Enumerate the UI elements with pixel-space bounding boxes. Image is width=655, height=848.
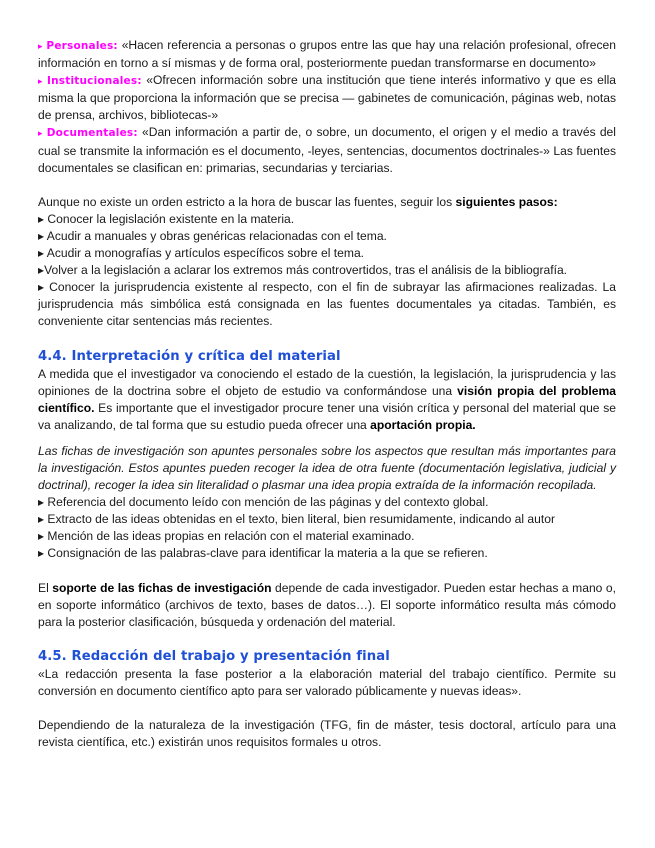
bullet-icon: ▸	[38, 41, 43, 51]
bold-run: aportación propia.	[370, 417, 476, 432]
list-item: ▸ Referencia del documento leído con mención de las páginas y del contexto global.	[38, 495, 489, 510]
section44-paragraph-2	[38, 580, 616, 631]
list-item: ▸ Conocer la legislación existente en la materia.	[38, 211, 295, 226]
bold-run: soporte de las fichas de investigación	[52, 580, 272, 595]
section-heading-4-5: 4.5. Redacción del trabajo y presentación final	[38, 648, 390, 664]
fichas-italic-paragraph: Las fichas de investigación son apuntes personales sobre los aspectos que resultan más importantes para la investigación. Estos apuntes pueden recoger la idea de otra fuente (documentación legislativa, judicial y doctrinal), recoger la idea sin literalidad o plasmar una idea propia extraída de la información recopilada.	[38, 443, 616, 493]
source-documentales	[38, 124, 616, 176]
pasos-intro-text: Aunque no existe un orden estricto a la hora de buscar las fuentes, seguir los	[38, 194, 453, 209]
document-page	[38, 37, 616, 751]
bullet-icon: ▸	[38, 76, 43, 87]
list-item: ▸ Acudir a manuales y obras genéricas relacionadas con el tema.	[38, 228, 387, 243]
list-item: ▸ Acudir a monografías y artículos específicos sobre el tema.	[38, 246, 365, 261]
text-personales: «Hacen referencia a personas o grupos entre las que hay una relación profesional, ofrecen información en torno a sí mismas y de forma oral, posteriormente puedan transformarse en documento»	[38, 38, 616, 71]
source-institucionales	[38, 72, 616, 124]
text-documentales: «Dan información a partir de, o sobre, un documento, el origen y el medio a través del cual se transmite la información es el documento, -leyes, sentencias, documentos doctrinales-» Las fuentes documentales se clasifican en: primarias, secundarias y terciarias.	[38, 125, 616, 175]
text-run: A medida que el investigador va conociendo el estado de la cuestión, la legislación, la jurisprudencia y las opiniones de la doctrina sobre el objeto de estudio va conformándose una	[38, 366, 616, 398]
term-documentales: Documentales:	[46, 127, 138, 140]
list-item: ▸ Mención de las ideas propias en relación con el material examinado.	[38, 529, 415, 544]
section45-paragraph-1: «La redacción presenta la fase posterior a la elaboración material del trabajo científico. Permite su conversión en documento científico apto para ser valorado públicamente y nuevas ideas».	[38, 666, 616, 698]
text-run: El	[38, 580, 49, 595]
text-run: depende de cada investigador. Pueden estar hechas a mano o, en soporte informático (archivos de texto, bases de datos…). El soporte informático resulta más cómodo para la posterior clasificación, búsqueda y ordenación del material.	[38, 580, 616, 629]
section45-paragraph-2: Dependiendo de la naturaleza de la investigación (TFG, fin de máster, tesis doctoral, artículo para una revista científica, etc.) existirán unos requisitos formales u otros.	[38, 718, 616, 750]
text-run: Es importante que el investigador procure tener una visión crítica y personal del material que se va analizando, de tal forma que su estudio pueda ofrecer una	[38, 400, 616, 432]
pasos-intro-bold: siguientes pasos:	[455, 194, 558, 209]
section-heading-4-4: 4.4. Interpretación y crítica del material	[38, 348, 341, 364]
section44-paragraph-1	[38, 366, 616, 434]
bullet-icon: ▸	[38, 128, 43, 139]
bold-run: visión propia del problema científico.	[38, 383, 616, 415]
list-item: ▸ Conocer la jurisprudencia existente al respecto, con el fin de subrayar las afirmaciones realizadas. La jurisprudencia más simbólica está consignada en las fuentes documentales ya citadas. También, es conveniente citar sentencias más recientes.	[38, 280, 616, 329]
list-item: ▸ Consignación de las palabras-clave para identificar la materia a la que se refieren.	[38, 546, 488, 561]
source-personales	[38, 37, 616, 72]
term-personales: Personales:	[46, 40, 118, 52]
text-institucionales: «Ofrecen información sobre una institución que tiene interés informativo y que es ella misma la que proporciona la información que se precisa — gabinetes de comunicación, páginas web, notas de prensa, archivos, bibliotecas-»	[38, 73, 616, 123]
list-item: ▸Volver a la legislación a aclarar los extremos más controvertidos, tras el análisis de la bibliografía.	[38, 263, 568, 278]
pasos-intro	[38, 194, 616, 211]
term-institucionales: Institucionales:	[47, 75, 142, 88]
list-item: ▸ Extracto de las ideas obtenidas en el texto, bien literal, bien resumidamente, indicando al autor	[38, 512, 556, 527]
